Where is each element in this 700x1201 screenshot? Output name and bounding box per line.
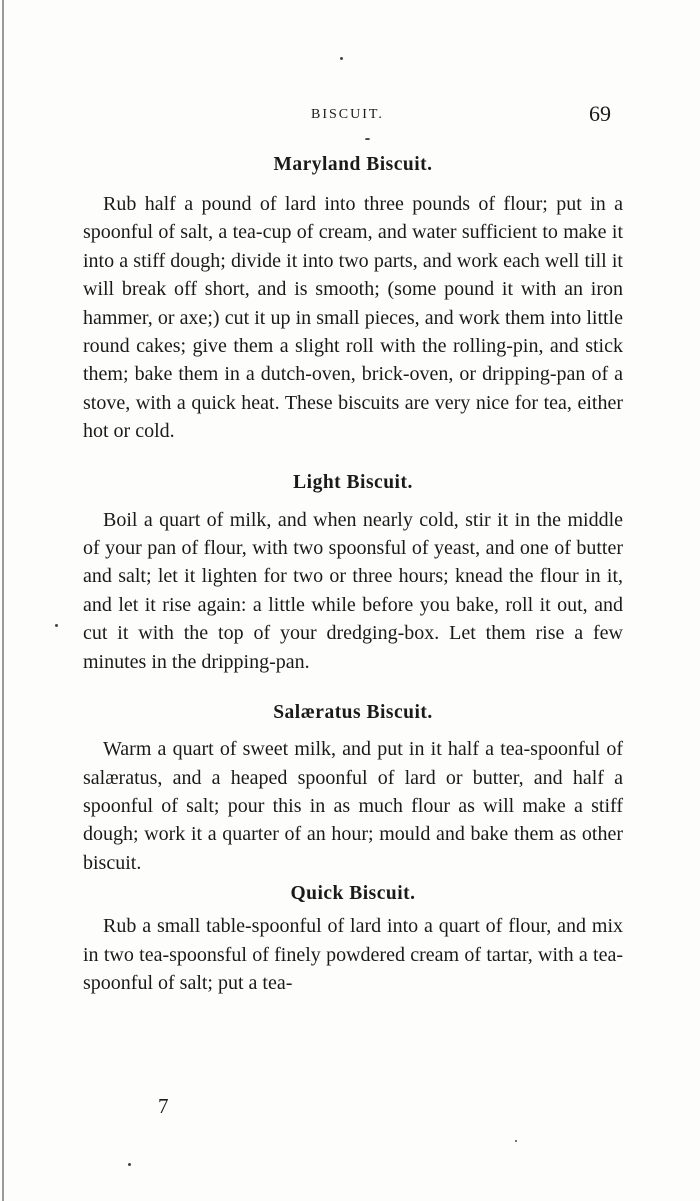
recipe-text-light: Boil a quart of milk, and when nearly cold, stir it in the middle of your pan of flour, with two spoonsful of yeast, and one of butter and salt; let it lighten for two or three hours; knead the flour in it, and let it rise again: a little while before you bake, roll it out, and cut it with the top of your dredging-box. Let them rise a few minutes in the dripping-pan.: [83, 508, 623, 673]
ink-speck: [55, 624, 58, 627]
recipe-text-maryland: Rub half a pound of lard into three pounds of flour; put in a spoonful of salt, a tea-cup of cream, and water sufficient to make it into a stiff dough; divide it into two parts, and work each well till it will break off short, and is smooth; (some pound it with an iron hammer, or axe;) cut it up in small pieces, and work them into little round cakes; give them a slight roll with the rolling-pin, and stick them; bake them in a dutch-oven, brick-oven, or dripping-pan of a stove, with a quick heat. These biscuits are very nice for tea, either hot or cold.: [83, 193, 623, 443]
page-number: 69: [589, 101, 611, 126]
ink-speck: [515, 1140, 517, 1142]
recipe-heading-saleratus: Salæratus Biscuit.: [273, 702, 433, 724]
ink-speck: [365, 138, 370, 140]
recipe-text-saleratus: Warm a quart of sweet milk, and put in it half a tea-spoonful of salæratus, and a heaped spoonful of lard or butter, and half a spoonful of salt; pour this in as much flour as will make a stiff dough; work it a quarter of an hour; mould and bake them as other biscuit.: [83, 738, 623, 874]
page-edge-rule: [2, 0, 4, 1201]
recipe-heading-light: Light Biscuit.: [293, 471, 413, 493]
page-content: [83, 150, 623, 997]
recipe-heading-maryland: Maryland Biscuit.: [273, 154, 433, 175]
recipe-heading-quick: Quick Biscuit.: [290, 883, 416, 905]
ink-speck: [340, 57, 343, 60]
signature-mark: 7: [158, 1094, 169, 1118]
running-title: BISCUIT.: [311, 107, 384, 122]
recipe-text-quick: Rub a small table-spoonful of lard into a quart of flour, and mix in two tea-spoonsful of finely powdered cream of tartar, with a tea-spoonful of salt; put a tea-: [83, 915, 623, 994]
ink-speck: [128, 1163, 131, 1166]
running-head: [0, 101, 700, 130]
